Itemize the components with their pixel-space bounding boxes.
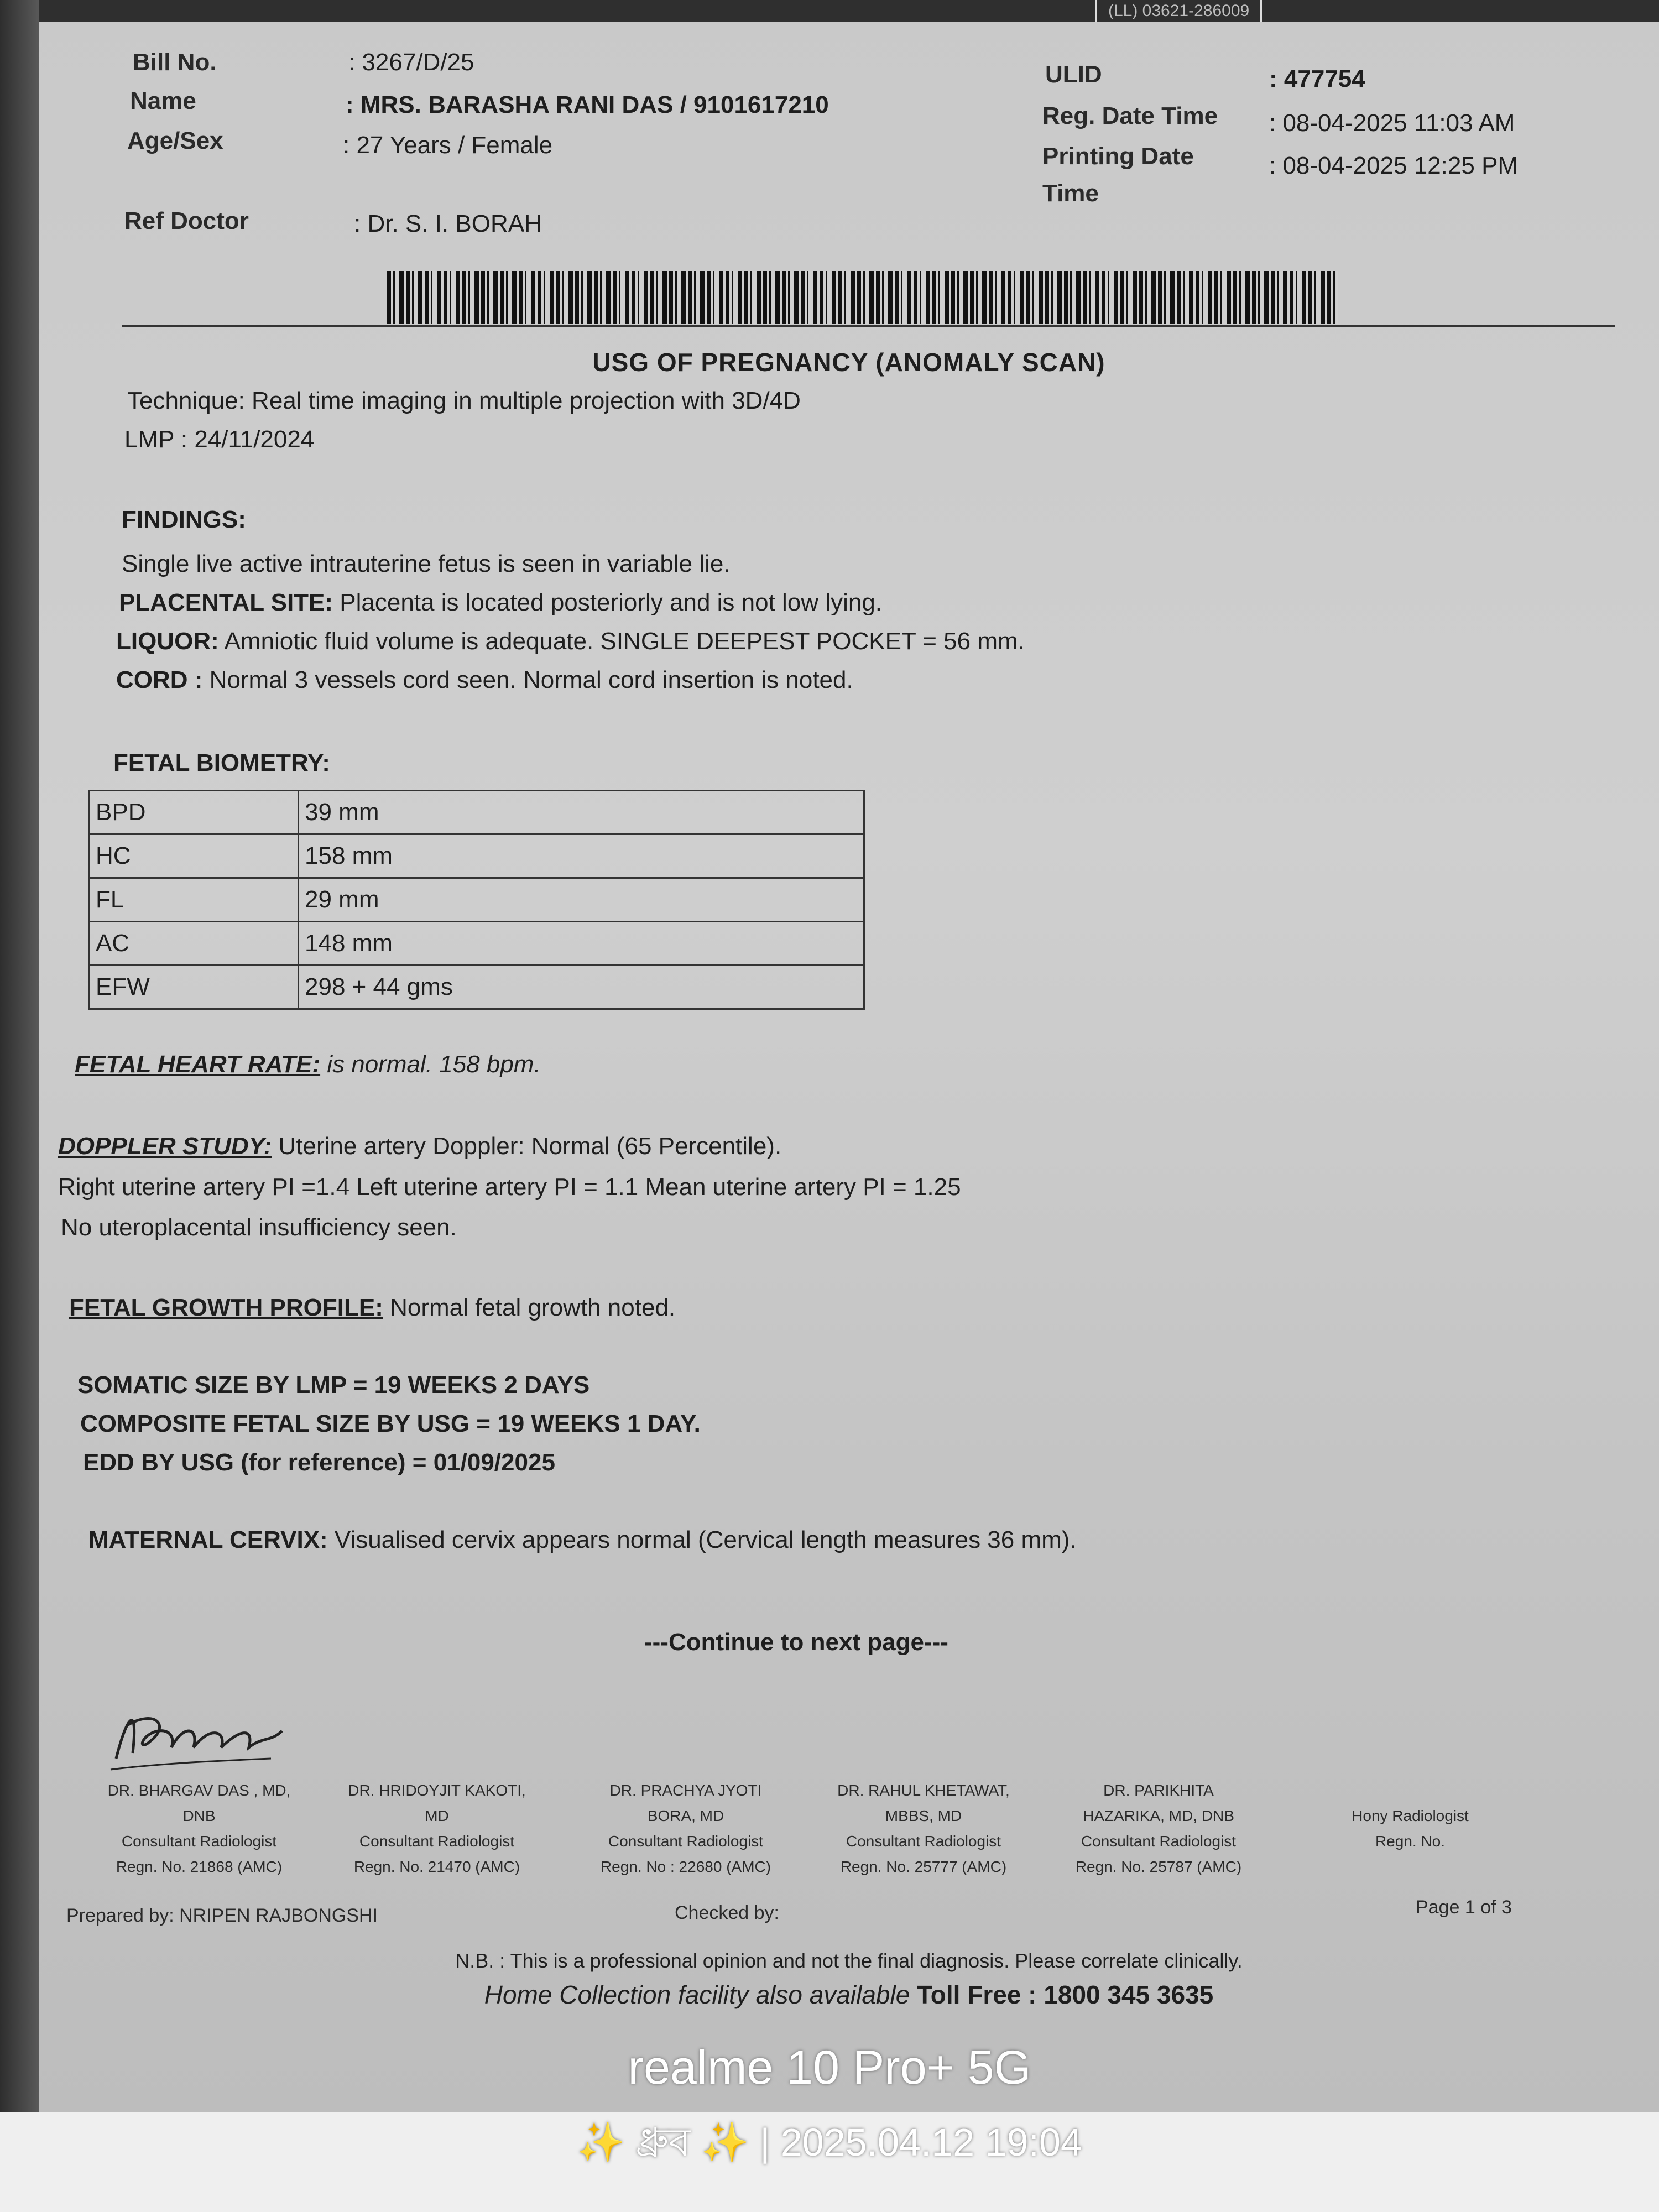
page-number: Page 1 of 3 [1416, 1897, 1512, 1918]
age-sex-value: : 27 Years / Female [343, 132, 553, 159]
doctor-line: Consultant Radiologist [608, 1833, 764, 1850]
report-page [39, 0, 1659, 2112]
doppler-label: DOPPLER STUDY: [58, 1133, 272, 1160]
doctor-line [1294, 1854, 1526, 1880]
header-divider [122, 325, 1615, 327]
doctor-block [570, 1778, 802, 1880]
biometry-value: 158 mm [299, 834, 864, 878]
biometry-param: EFW [90, 966, 299, 1009]
nb-disclaimer: N.B. : This is a professional opinion and not the final diagnosis. Please correlate clinically. [455, 1949, 1243, 1972]
home-collection: Home Collection facility also available [484, 1980, 910, 2009]
placental-site [119, 589, 882, 617]
printing-date-label: Printing Date [1042, 143, 1194, 170]
doctor-line: Consultant Radiologist [1081, 1833, 1237, 1850]
placental-label: PLACENTAL SITE: [119, 589, 333, 616]
camera-watermark-stamp: ✨ ধ্রুব ✨ | 2025.04.12 19:04 [577, 2121, 1082, 2164]
doctor-line: Regn. No : 22680 (AMC) [600, 1858, 771, 1875]
biometry-value: 39 mm [299, 791, 864, 834]
cord-text: Normal 3 vessels cord seen. Normal cord insertion is noted. [202, 666, 853, 693]
toll-free: Toll Free : 1800 345 3635 [910, 1980, 1214, 2009]
doctor-line: Regn. No. 21868 (AMC) [116, 1858, 283, 1875]
doctor-block [1042, 1778, 1275, 1880]
biometry-row [90, 922, 864, 966]
technique: Technique: Real time imaging in multiple projection with 3D/4D [127, 387, 801, 414]
ref-doctor-value: : Dr. S. I. BORAH [354, 210, 542, 237]
doctor-block [321, 1778, 553, 1880]
reg-date-label: Reg. Date Time [1042, 102, 1218, 129]
doctor-line: Consultant Radiologist [121, 1833, 277, 1850]
fhr-text: is normal. 158 bpm. [320, 1051, 541, 1078]
ulid-value: : 477754 [1269, 65, 1365, 92]
ulid-label: ULID [1045, 61, 1102, 88]
doctor-line: DR. PRACHYA JYOTI [609, 1782, 762, 1799]
biometry-heading: FETAL BIOMETRY: [113, 749, 330, 776]
doppler-pi-values: Right uterine artery PI =1.4 Left uterine artery PI = 1.1 Mean uterine artery PI = 1.25 [58, 1173, 961, 1201]
biometry-param: FL [90, 878, 299, 922]
lmp: LMP : 24/11/2024 [124, 426, 315, 453]
doctor-line: HAZARIKA, MD, DNB [1083, 1807, 1234, 1824]
doctor-block [807, 1778, 1040, 1880]
biometry-row [90, 791, 864, 834]
cervix-text: Visualised cervix appears normal (Cervical length measures 36 mm). [327, 1526, 1077, 1553]
biometry-row [90, 834, 864, 878]
doctor-line: Consultant Radiologist [359, 1833, 515, 1850]
doctor-line: DR. PARIKHITA [1103, 1782, 1214, 1799]
doctor-line: MBBS, MD [885, 1807, 962, 1824]
cervix-label: MATERNAL CERVIX: [88, 1526, 328, 1553]
biometry-row [90, 878, 864, 922]
printing-date-value: : 08-04-2025 12:25 PM [1269, 152, 1519, 179]
signature [105, 1692, 293, 1775]
doctor-line: MD [425, 1807, 449, 1824]
cord-label: CORD : [116, 666, 203, 693]
fetal-heart-rate [75, 1051, 541, 1078]
doctor-line: DR. HRIDOYJIT KAKOTI, [348, 1782, 526, 1799]
header-strip [39, 0, 1659, 22]
biometry-table [88, 790, 865, 1010]
reg-date-value: : 08-04-2025 11:03 AM [1269, 109, 1515, 137]
home-collection-line [39, 1980, 1659, 2010]
doppler-text: Uterine artery Doppler: Normal (65 Percentile). [272, 1133, 782, 1160]
findings-heading: FINDINGS: [122, 506, 246, 533]
printing-time-label: Time [1042, 180, 1099, 207]
maternal-cervix [88, 1526, 1077, 1554]
biometry-row [90, 966, 864, 1009]
bill-no-label: Bill No. [133, 49, 217, 76]
doctor-list [83, 1778, 1521, 1888]
biometry-param: BPD [90, 791, 299, 834]
liquor-label: LIQUOR: [116, 628, 219, 655]
continue-note: ---Continue to next page--- [644, 1629, 948, 1656]
growth-text: Normal fetal growth noted. [383, 1294, 676, 1321]
biometry-param: AC [90, 922, 299, 966]
growth-profile [69, 1294, 675, 1322]
doctor-line: Regn. No. [1375, 1833, 1446, 1850]
doctor-line: Regn. No. 25787 (AMC) [1075, 1858, 1242, 1875]
barcode [387, 271, 1338, 324]
fhr-label: FETAL HEART RATE: [75, 1051, 321, 1078]
liquor [116, 628, 1025, 655]
finding-fetus: Single live active intrauterine fetus is seen in variable lie. [122, 550, 731, 577]
doctor-line [1294, 1778, 1526, 1803]
camera-watermark-device: realme 10 Pro+ 5G [628, 2041, 1031, 2094]
composite-size: COMPOSITE FETAL SIZE BY USG = 19 WEEKS 1 DAY. [80, 1410, 701, 1437]
doctor-block [1294, 1778, 1526, 1880]
biometry-value: 29 mm [299, 878, 864, 922]
liquor-text: Amniotic fluid volume is adequate. SINGLE DEEPEST POCKET = 56 mm. [218, 628, 1025, 655]
doppler-conclusion: No uteroplacental insufficiency seen. [61, 1214, 457, 1241]
prepared-by: Prepared by: NRIPEN RAJBONGSHI [66, 1905, 378, 1926]
somatic-size: SOMATIC SIZE BY LMP = 19 WEEKS 2 DAYS [77, 1371, 590, 1399]
biometry-value: 148 mm [299, 922, 864, 966]
placental-text: Placenta is located posteriorly and is not low lying. [333, 589, 883, 616]
biometry-value: 298 + 44 gms [299, 966, 864, 1009]
doctor-line: DNB [182, 1807, 216, 1824]
doctor-line: Hony Radiologist [1352, 1807, 1469, 1824]
report-title: USG OF PREGNANCY (ANOMALY SCAN) [592, 348, 1105, 377]
landline-number: (LL) 03621-286009 [1095, 0, 1262, 22]
name-label: Name [130, 87, 196, 114]
bill-no-value: : 3267/D/25 [348, 49, 474, 76]
doppler-study [58, 1133, 781, 1160]
biometry-param: HC [90, 834, 299, 878]
age-sex-label: Age/Sex [127, 127, 223, 154]
ref-doctor-label: Ref Doctor [124, 207, 249, 234]
checked-by: Checked by: [675, 1902, 779, 1923]
doctor-line: Consultant Radiologist [846, 1833, 1001, 1850]
cord [116, 666, 853, 694]
doctor-line: Regn. No. 25777 (AMC) [840, 1858, 1007, 1875]
name-value: : MRS. BARASHA RANI DAS / 9101617210 [346, 91, 829, 118]
doctor-line: BORA, MD [647, 1807, 724, 1824]
doctor-line: DR. RAHUL KHETAWAT, [837, 1782, 1010, 1799]
doctor-line: Regn. No. 21470 (AMC) [353, 1858, 520, 1875]
edd-by-usg: EDD BY USG (for reference) = 01/09/2025 [83, 1449, 555, 1476]
doctor-line: DR. BHARGAV DAS , MD, [107, 1782, 291, 1799]
growth-label: FETAL GROWTH PROFILE: [69, 1294, 383, 1321]
doctor-block [83, 1778, 315, 1880]
